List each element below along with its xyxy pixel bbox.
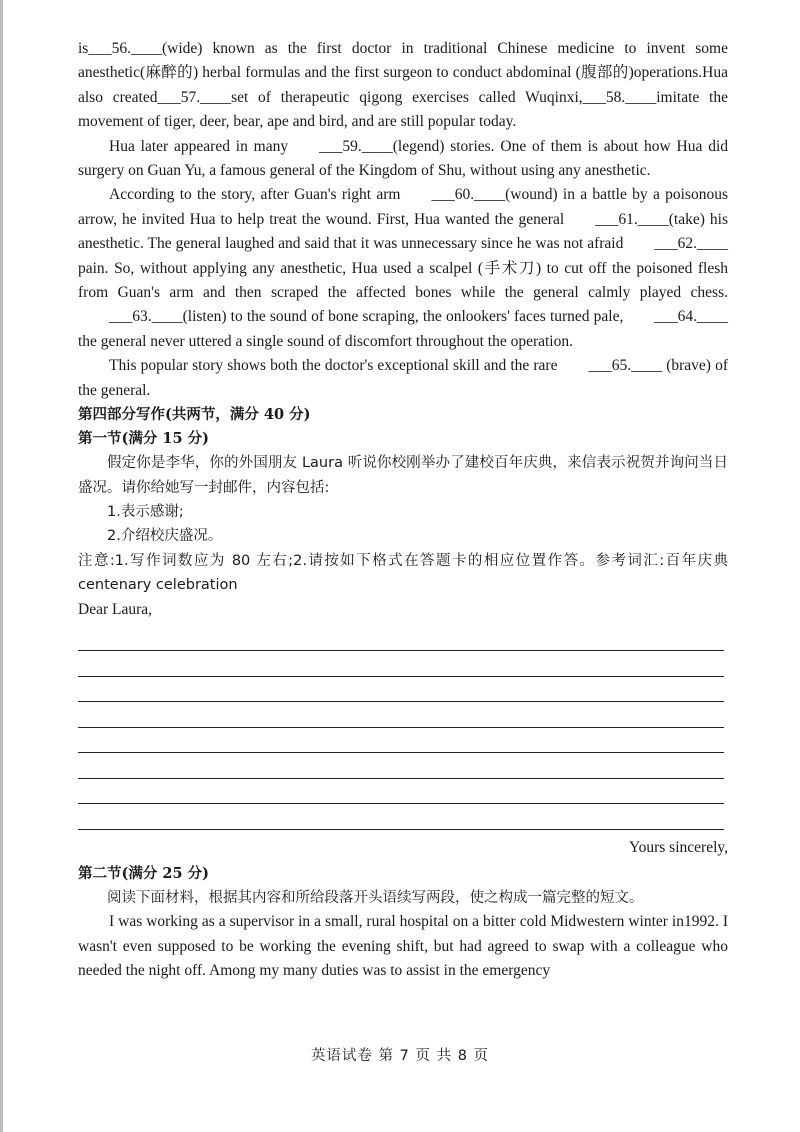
blank-56: ___56.____	[88, 40, 162, 57]
text-run: (brave) of the general.	[78, 357, 728, 399]
requirement-item-1: 1.表示感谢;	[107, 503, 184, 520]
section-two-prompt: 阅读下面材料，根据其内容和所给段落开头语续写两段，使之构成一篇完整的短文。	[107, 889, 644, 906]
text-run: set of therapeutic qigong exercises called Wuqinxi,	[231, 88, 583, 106]
text-run: (wide) known as the first doctor in traditional Chinese medicine to invent some anesthetic(麻醉的) herbal formulas and the first surgeon to conduct abdominal (腹部的)operations.Hua also created	[78, 40, 728, 106]
part-four-title: 第四部分写作(共两节，满分 40 分)	[78, 406, 311, 424]
requirement-item-2: 2.介绍校庆盛况。	[107, 528, 223, 545]
blank-65: ___65.____	[588, 357, 663, 375]
text-run: (legend) stories. One of them is about how Hua did surgery on Guan Yu, a famous general of the Kingdom of Shu, without using any anesthetic.	[78, 137, 729, 180]
section-two-title: 第二节(满分 25 分)	[78, 864, 209, 882]
letter-closing: Yours sincerely,	[628, 838, 728, 856]
blank-64: ___64.____	[654, 308, 728, 326]
text-run: Hua later appeared in many	[109, 137, 289, 155]
answer-line[interactable]	[78, 651, 724, 677]
text-run: This popular story shows both the doctor's exceptional skill and the rare	[109, 357, 558, 375]
answer-line[interactable]	[78, 702, 724, 728]
answer-line[interactable]	[78, 677, 724, 703]
text-run: pain. So, without applying any anesthetic, Hua used a scalpel (手术刀) to cut off the poisoned flesh from Guan's arm and then scraped the affected bones while the general calmly played chess.	[78, 259, 728, 302]
blank-62: ___62.____	[654, 235, 728, 253]
blank-58: ___58.____	[582, 88, 657, 106]
writing-note: 注意:1.写作词数应为 80 左右;2.请按如下格式在答题卡的相应位置作答。参考词汇:百年庆典 centenary celebration	[78, 552, 728, 594]
blank-57: ___57.____	[157, 88, 232, 106]
text-run: the general never uttered a single sound of discomfort throughout the operation.	[78, 332, 573, 350]
text-run: (wound) in a battle by a poisonous arrow, he invited Hua to help treat the wound. First, Hua wanted the general	[78, 186, 728, 228]
continuation-text: I was working as a supervisor in a small, rural hospital on a bitter cold Midwestern winter in1992. I wasn't even supposed to be working the evening shift, but had agreed to swap with a colleague who needed the night off. Among my many duties was to assist in the emergency	[78, 913, 728, 980]
page-edge	[0, 0, 3, 1132]
text-run: imitate the movement of tiger, deer, bear, ape and bird, and are still popular today.	[78, 88, 728, 131]
answer-line[interactable]	[78, 779, 724, 805]
section-one-prompt: 假定你是李华，你的外国朋友 Laura 听说你校刚举办了建校百年庆典，来信表示祝贺并询问当日盛况。请你给她写一封邮件，内容包括:	[78, 455, 728, 496]
passage-paragraph-1	[78, 37, 728, 135]
answer-line[interactable]	[78, 753, 724, 779]
answer-lines	[78, 626, 728, 830]
passage-paragraph-4	[78, 354, 728, 403]
blank-61: ___61.____	[595, 210, 669, 228]
page-footer: 英语试卷 第 7 页 共 8 页	[310, 1048, 490, 1064]
letter-salutation: Dear Laura,	[78, 600, 153, 618]
blank-59: ___59.____	[319, 137, 393, 155]
answer-line[interactable]	[78, 804, 724, 830]
answer-line[interactable]	[78, 626, 724, 652]
text-run: is	[78, 40, 89, 57]
answer-line[interactable]	[78, 728, 724, 754]
passage-paragraph-3	[78, 183, 728, 354]
blank-63: ___63.____	[109, 308, 183, 326]
text-run: (take) his anesthetic. The general laughed and said that it was unnecessary since he was not afraid	[78, 210, 728, 253]
text-run: (listen) to the sound of bone scraping, the onlookers' faces turned pale,	[182, 308, 624, 326]
text-run: According to the story, after Guan's right arm	[109, 186, 401, 204]
section-one-title: 第一节(满分 15 分)	[78, 430, 209, 448]
page-content	[78, 37, 728, 984]
blank-60: ___60.____	[431, 186, 506, 204]
passage-paragraph-2	[78, 135, 728, 184]
